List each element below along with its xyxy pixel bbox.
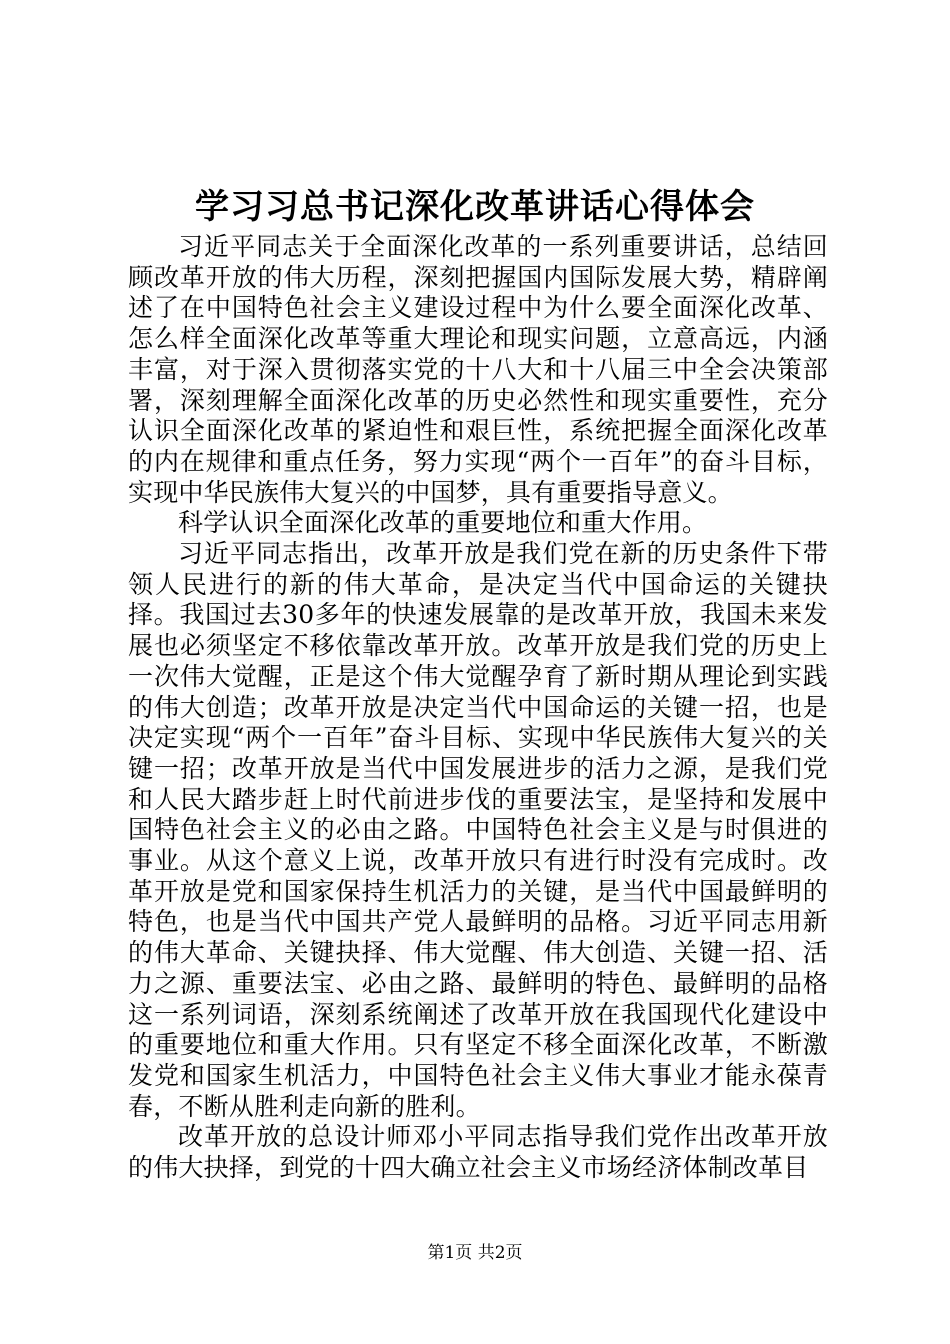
page-number-footer: 第1页 共2页 [427, 1243, 523, 1263]
paragraph: 改革开放的总设计师邓小平同志指导我们党作出改革开放的伟大抉择，到党的十四大确立社会主义市场经济体制改革目 [128, 1122, 828, 1183]
paragraph: 习近平同志关于全面深化改革的一系列重要讲话，总结回顾改革开放的伟大历程，深刻把握国内国际发展大势，精辟阐述了在中国特色社会主义建设过程中为什么要全面深化改革、怎么样全面深化改革等重大理论和现实问题，立意高远，内涵丰富，对于深入贯彻落实党的十八大和十八届三中全会决策部署，深刻理解全面深化改革的历史必然性和现实重要性，充分认识全面深化改革的紧迫性和艰巨性，系统把握全面深化改革的内在规律和重点任务，努力实现“两个一百年”的奋斗目标，实现中华民族伟大复兴的中国梦，具有重要指导意义。 [128, 232, 828, 507]
paragraph: 科学认识全面深化改革的重要地位和重大作用。 [178, 508, 708, 538]
paragraph: 习近平同志指出，改革开放是我们党在新的历史条件下带领人民进行的新的伟大革命，是决定当代中国命运的关键抉择。我国过去30多年的快速发展靠的是改革开放，我国未来发展也必须坚定不移依靠改革开放。改革开放是我们党的历史上一次伟大觉醒，正是这个伟大觉醒孕育了新时期从理论到实践的伟大创造；改革开放是决定当代中国命运的关键一招，也是决定实现“两个一百年”奋斗目标、实现中华民族伟大复兴的关键一招；改革开放是当代中国发展进步的活力之源，是我们党和人民大踏步赶上时代前进步伐的重要法宝，是坚持和发展中国特色社会主义的必由之路。中国特色社会主义是与时俱进的事业。从这个意义上说，改革开放只有进行时没有完成时。改革开放是党和国家保持生机活力的关键，是当代中国最鲜明的特色，也是当代中国共产党人最鲜明的品格。习近平同志用新的伟大革命、关键抉择、伟大觉醒、伟大创造、关键一招、活力之源、重要法宝、必由之路、最鲜明的特色、最鲜明的品格这一系列词语，深刻系统阐述了改革开放在我国现代化建设中的重要地位和重大作用。只有坚定不移全面深化改革，不断激发党和国家生机活力，中国特色社会主义伟大事业才能永葆青春，不断从胜利走向新的胜利。 [128, 539, 828, 1121]
document-body [128, 232, 828, 1184]
document-title: 学习习总书记深化改革讲话心得体会 [195, 187, 755, 227]
